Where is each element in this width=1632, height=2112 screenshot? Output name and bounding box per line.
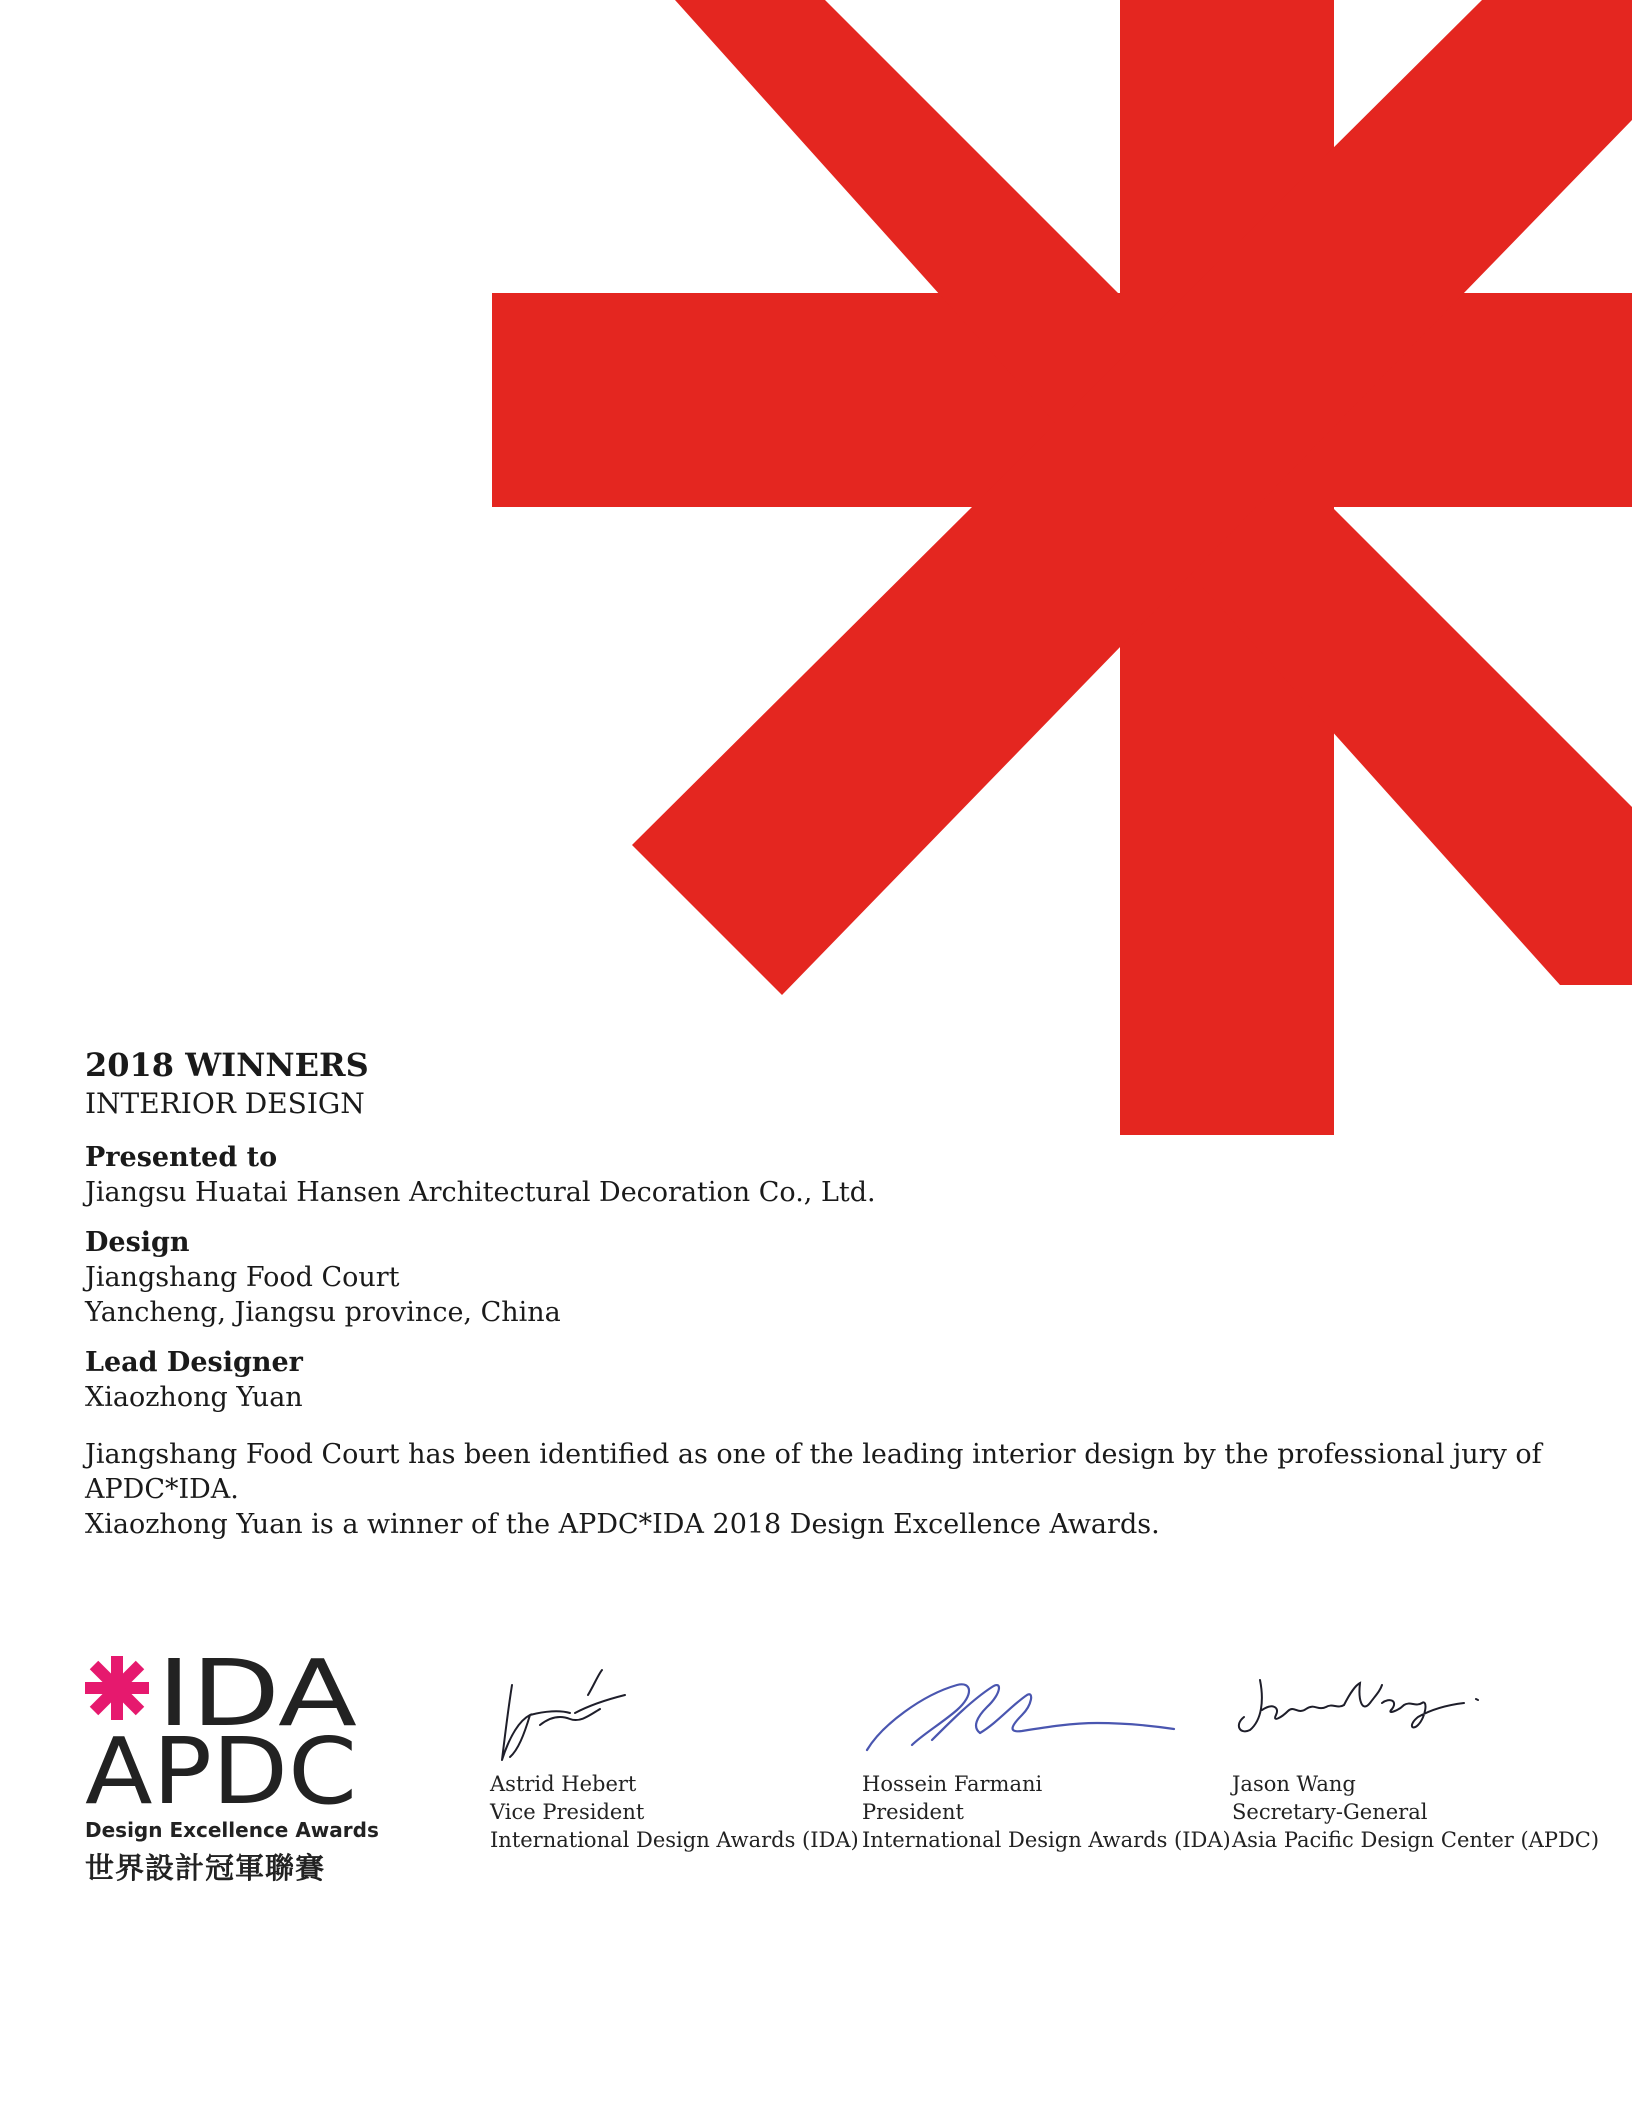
signatory-1-org: International Design Awards (IDA) xyxy=(490,1828,859,1852)
lead-designer-block xyxy=(85,1346,1585,1415)
certificate-body xyxy=(85,1045,1585,1542)
signatory-2-name: Hossein Farmani xyxy=(862,1772,1043,1796)
category-heading: INTERIOR DESIGN xyxy=(85,1087,365,1120)
logo-apdc-text: APDC xyxy=(85,1718,357,1825)
signature-farmani xyxy=(862,1665,1182,1770)
statement-line-2: Xiaozhong Yuan is a winner of the APDC*IDA 2018 Design Excellence Awards. xyxy=(85,1509,1160,1540)
logo-tagline: Design Excellence Awards xyxy=(85,1818,379,1842)
design-block xyxy=(85,1226,1585,1330)
signatory-2 xyxy=(862,1665,1231,1854)
signatory-2-org: International Design Awards (IDA) xyxy=(862,1828,1231,1852)
lead-designer-label: Lead Designer xyxy=(85,1347,303,1378)
signatory-1 xyxy=(490,1665,859,1854)
pink-asterisk-icon xyxy=(85,1656,149,1720)
signatory-1-name: Astrid Hebert xyxy=(490,1772,637,1796)
design-name: Jiangshang Food Court xyxy=(85,1262,400,1293)
logo-chinese-text: 世界設計冠軍聯賽 xyxy=(85,1851,326,1885)
design-label: Design xyxy=(85,1227,190,1258)
logo-ida-text: IDA xyxy=(157,1648,358,1747)
signatory-3-org: Asia Pacific Design Center (APDC) xyxy=(1232,1828,1600,1852)
presented-label: Presented to xyxy=(85,1142,278,1173)
year-heading: 2018 WINNERS xyxy=(85,1046,369,1084)
signatory-3 xyxy=(1232,1665,1600,1854)
lead-designer-name: Xiaozhong Yuan xyxy=(85,1382,303,1413)
signature-wang xyxy=(1232,1665,1492,1770)
award-statement xyxy=(85,1437,1585,1542)
signature-hebert xyxy=(490,1665,650,1770)
statement-line-1: Jiangshang Food Court has been identified as one of the leading interior design by the professional jury of APDC*IDA. xyxy=(85,1439,1542,1505)
ida-apdc-logo xyxy=(85,1648,379,1898)
design-location: Yancheng, Jiangsu province, China xyxy=(85,1297,561,1328)
presented-block xyxy=(85,1141,1585,1210)
signatory-3-title: Secretary-General xyxy=(1232,1800,1428,1824)
signatory-2-title: President xyxy=(862,1800,964,1824)
presented-to: Jiangsu Huatai Hansen Architectural Decoration Co., Ltd. xyxy=(85,1177,876,1208)
signatory-1-title: Vice President xyxy=(490,1800,645,1824)
signatory-3-name: Jason Wang xyxy=(1232,1772,1356,1796)
